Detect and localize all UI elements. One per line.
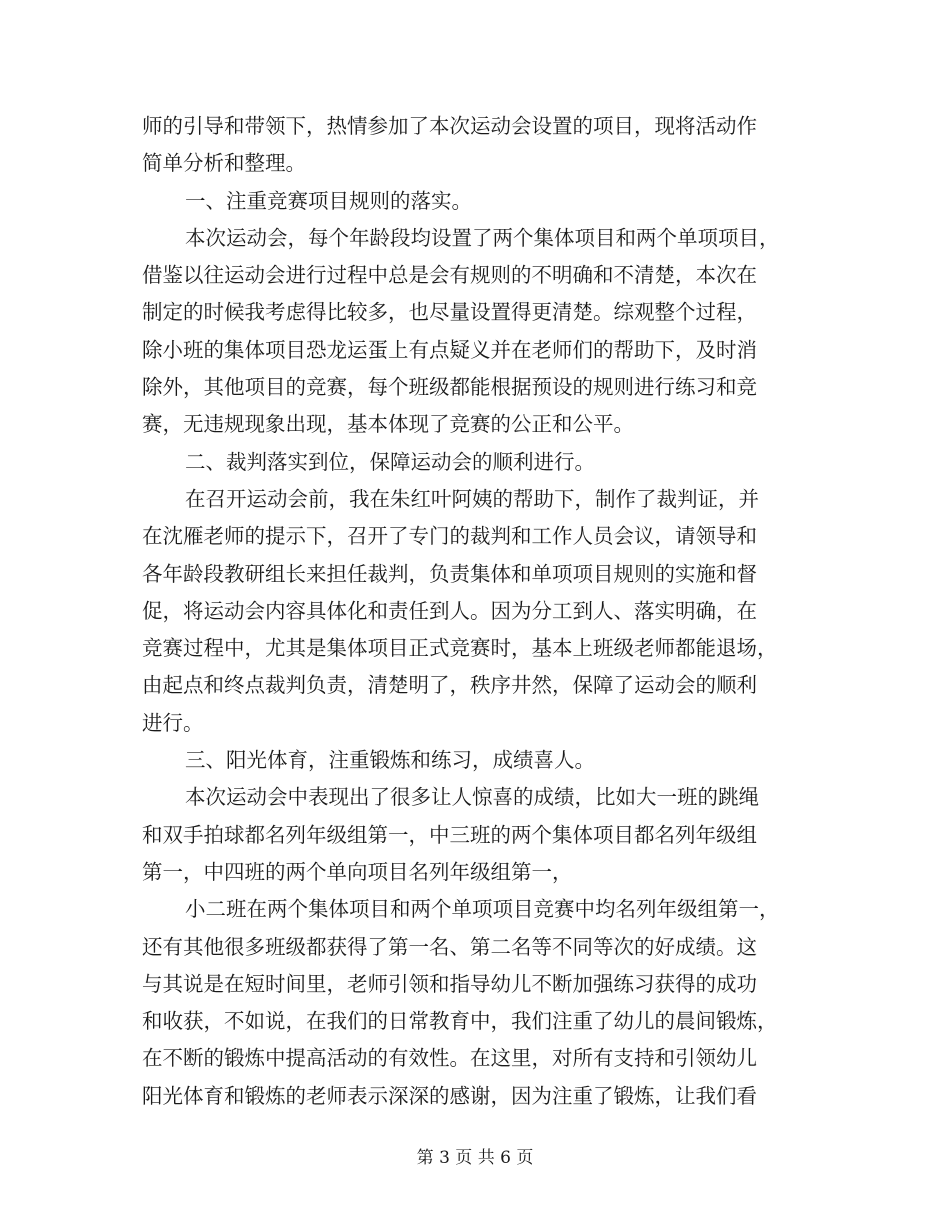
text-line: 师的引导和带领下，热情参加了本次运动会设置的项目，现将活动作 bbox=[142, 114, 757, 138]
text-line: 竞赛过程中，尤其是集体项目正式竞赛时，基本上班级老师都能退场， bbox=[142, 636, 778, 661]
text-line: 和双手拍球都名列年级组第一，中三班的两个集体项目都名列年级组 bbox=[142, 822, 757, 847]
document-body bbox=[142, 108, 812, 1115]
text-line: 阳光体育和锻炼的老师表示深深的感谢，因为注重了锻炼，让我们看 bbox=[142, 1083, 757, 1108]
text-line: 由起点和终点裁判负责，清楚明了，秩序井然，保障了运动会的顺利 bbox=[142, 673, 757, 698]
text-line: 进行。 bbox=[142, 710, 204, 735]
text-line: 一、注重竞赛项目规则的落实。 bbox=[185, 188, 472, 213]
text-line: 和收获，不如说，在我们的日常教育中，我们注重了幼儿的晨间锻炼， bbox=[142, 1009, 778, 1034]
text-line: 各年龄段教研组长来担任裁判，负责集体和单项项目规则的实施和督 bbox=[142, 561, 757, 586]
text-line: 第一，中四班的两个单向项目名列年级组第一， bbox=[142, 859, 573, 884]
text-line: 促，将运动会内容具体化和责任到人。因为分工到人、落实明确，在 bbox=[142, 598, 757, 623]
text-line: 除外，其他项目的竞赛，每个班级都能根据预设的规则进行练习和竞 bbox=[142, 375, 757, 400]
text-line: 简单分析和整理。 bbox=[142, 151, 306, 176]
text-line: 制定的时候我考虑得比较多，也尽量设置得更清楚。综观整个过程， bbox=[142, 300, 757, 325]
text-line: 赛，无违规现象出现，基本体现了竞赛的公正和公平。 bbox=[142, 412, 634, 437]
text-line: 借鉴以往运动会进行过程中总是会有规则的不明确和不清楚，本次在 bbox=[142, 263, 757, 288]
text-line: 本次运动会，每个年龄段均设置了两个集体项目和两个单项项目， bbox=[185, 225, 780, 250]
text-line: 小二班在两个集体项目和两个单项项目竞赛中均名列年级组第一， bbox=[185, 897, 780, 922]
text-line: 三、阳光体育，注重锻炼和练习，成绩喜人。 bbox=[185, 748, 595, 773]
text-line: 在不断的锻炼中提高活动的有效性。在这里，对所有支持和引领幼儿 bbox=[142, 1046, 757, 1071]
text-line: 还有其他很多班级都获得了第一名、第二名等不同等次的好成绩。这 bbox=[142, 934, 757, 959]
text-line: 除小班的集体项目恐龙运蛋上有点疑义并在老师们的帮助下，及时消 bbox=[142, 337, 757, 362]
page-footer: 第 3 页 共 6 页 bbox=[416, 1148, 534, 1168]
text-line: 本次运动会中表现出了很多让人惊喜的成绩，比如大一班的跳绳 bbox=[185, 785, 759, 810]
text-line: 在沈雁老师的提示下，召开了专门的裁判和工作人员会议，请领导和 bbox=[142, 524, 757, 549]
text-line: 二、裁判落实到位，保障运动会的顺利进行。 bbox=[185, 449, 595, 474]
text-line: 在召开运动会前，我在朱红叶阿姨的帮助下，制作了裁判证，并 bbox=[185, 486, 759, 511]
text-line: 与其说是在短时间里，老师引领和指导幼儿不断加强练习获得的成功 bbox=[142, 971, 757, 996]
